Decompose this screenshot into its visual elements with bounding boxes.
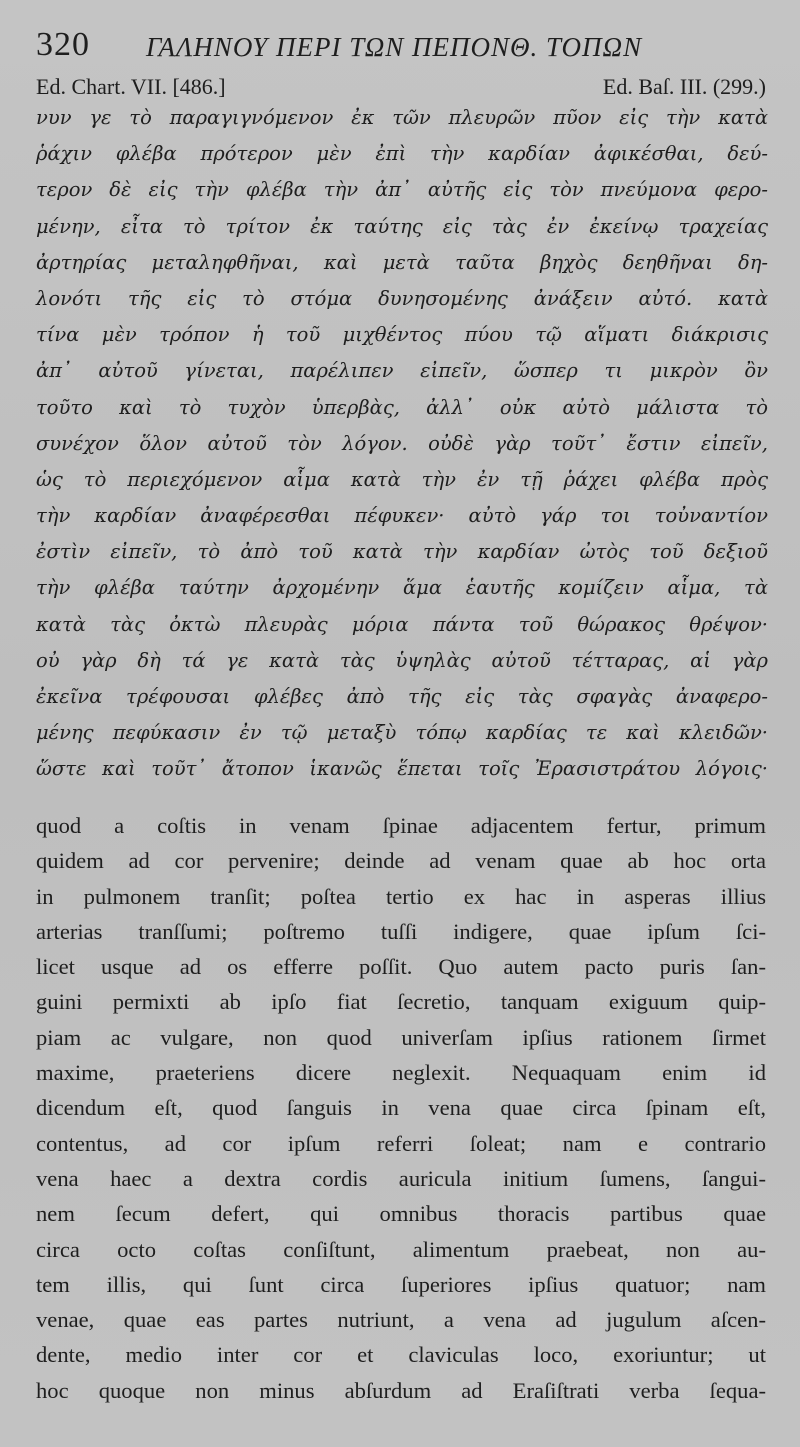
- edition-chartier: Ed. Chart. VII. [486.]: [36, 74, 226, 99]
- greek-line: οὐ γὰρ δὴ τά γε κατὰ τὰς ὑψηλὰς αὐτοῦ τέτταρας, αἱ γὰρ: [36, 648, 768, 672]
- latin-text: [36, 808, 766, 1408]
- latin-line: arterias tranſſumi; poſtremo tuſſi indigere, quae ipſum ſci-: [36, 918, 766, 944]
- latin-line: piam ac vulgare, non quod univerſam ipſius rationem ſirmet: [36, 1024, 766, 1050]
- latin-line: tem illis, qui ſunt circa ſuperiores ipſius quatuor; nam: [36, 1271, 766, 1297]
- running-title: ΓΑΛΗΝΟΥ ΠΕΡΙ ΤΩΝ ΠΕΠΟΝΘ. ΤΟΠΩΝ: [146, 32, 643, 62]
- latin-line: quidem ad cor pervenire; deinde ad venam quae ab hoc orta: [36, 848, 766, 874]
- latin-line: circa octo coſtas conſiſtunt, alimentum praebeat, non au-: [36, 1236, 766, 1262]
- latin-line: nem ſecum defert, qui omnibus thoracis partibus quae: [36, 1201, 766, 1227]
- latin-line: quod a coſtis in venam ſpinae adjacentem fertur, primum: [36, 813, 766, 838]
- greek-line: τίνα μὲν τρόπον ἡ τοῦ μιχθέντος πύου τῷ αἵματι διάκρισις: [36, 323, 768, 347]
- greek-text: [36, 100, 768, 788]
- latin-line: dente, medio inter cor et claviculas loco, exoriuntur; ut: [36, 1342, 766, 1368]
- greek-line: συνέχον ὅλον αὐτοῦ τὸν λόγον. οὐδὲ γὰρ τοῦτ᾽ ἔστιν εἰπεῖν,: [36, 431, 768, 455]
- greek-line: κατὰ τὰς ὀκτὼ πλευρὰς μόρια πάντα τοῦ θώρακος θρέψον·: [36, 612, 768, 636]
- latin-line: maxime, praeteriens dicere neglexit. Nequaquam enim id: [36, 1060, 766, 1086]
- latin-line: vena haec a dextra cordis auricula initium ſumens, ſangui-: [36, 1165, 766, 1191]
- greek-line: μένης πεφύκασιν ἐν τῷ μεταξὺ τόπῳ καρδίας τε καὶ κλειδῶν·: [36, 721, 768, 745]
- greek-line: ὡς τὸ περιεχόμενον αἷμα κατὰ τὴν ἐν τῇ ῥάχει φλέβα πρὸς: [36, 467, 768, 491]
- greek-line: νυν γε τὸ παραγιγνόμενον ἐκ τῶν πλευρῶν πῦον εἰς τὴν κατὰ: [36, 106, 768, 129]
- greek-line: τὴν φλέβα ταύτην ἀρχομένην ἅμα ἑαυτῆς κομίζειν αἷμα, τὰ: [36, 576, 768, 600]
- greek-line: τοῦτο καὶ τὸ τυχὸν ὑπερβὰς, ἀλλ᾽ οὐκ αὐτὸ μάλιστα τὸ: [36, 395, 768, 419]
- latin-line: in pulmonem tranſit; poſtea tertio ex hac in asperas illius: [36, 883, 766, 909]
- greek-line: ἐκεῖνα τρέφουσαι φλέβες ἀπὸ τῆς εἰς τὰς σφαγὰς ἀναφερο-: [36, 685, 768, 708]
- greek-line: ἀρτηρίας μεταληφθῆναι, καὶ μετὰ ταῦτα βηχὸς δεηθῆναι δη-: [36, 250, 768, 274]
- greek-line: ὥστε καὶ τοῦτ᾽ ἄτοπον ἱκανῶς ἕπεται τοῖς Ἐρασιστράτου λόγοις·: [36, 757, 768, 781]
- latin-line: dicendum eſt, quod ſanguis in vena quae circa ſpinam eſt,: [36, 1095, 766, 1121]
- greek-line: ἐστὶν εἰπεῖν, τὸ ἀπὸ τοῦ κατὰ τὴν καρδίαν ὠτὸς τοῦ δεξιοῦ: [36, 540, 768, 564]
- greek-line: λονότι τῆς εἰς τὸ στόμα δυνησομένης ἀνάξειν αὐτό. κατὰ: [36, 286, 768, 310]
- latin-line: guini permixti ab ipſo fiat ſecretio, tanquam exiguum quip-: [36, 989, 766, 1015]
- latin-line: hoc quoque non minus abſurdum ad Eraſiſtrati verba ſequa-: [36, 1377, 766, 1403]
- greek-line: ἀπ᾽ αὐτοῦ γίνεται, παρέλιπεν εἰπεῖν, ὥσπερ τι μικρὸν ὂν: [36, 359, 768, 383]
- greek-line: τὴν καρδίαν ἀναφέρεσθαι πέφυκεν· αὐτὸ γάρ τοι τοὐναντίον: [36, 504, 768, 528]
- running-head: [36, 26, 760, 66]
- greek-line: τερον δὲ εἰς τὴν φλέβα τὴν ἀπ᾽ αὐτῆς εἰς τὸν πνεύμονα φερο-: [36, 178, 768, 202]
- latin-line: venae, quae eas partes nutriunt, a vena ad jugulum aſcen-: [36, 1307, 766, 1333]
- latin-line: licet usque ad os efferre poſſit. Quo autem pacto puris ſan-: [36, 954, 766, 980]
- page-number: 320: [36, 26, 90, 63]
- edition-basel: Ed. Baſ. III. (299.): [602, 74, 766, 99]
- greek-line: μένην, εἶτα τὸ τρίτον ἐκ ταύτης εἰς τὰς ἐν ἐκείνῳ τραχείας: [36, 214, 768, 238]
- greek-line: ῥάχιν φλέβα πρότερον μὲν ἐπὶ τὴν καρδίαν ἀφικέσθαι, δεύ-: [36, 142, 768, 166]
- latin-line: contentus, ad cor ipſum referri ſoleat; nam e contrario: [36, 1130, 766, 1156]
